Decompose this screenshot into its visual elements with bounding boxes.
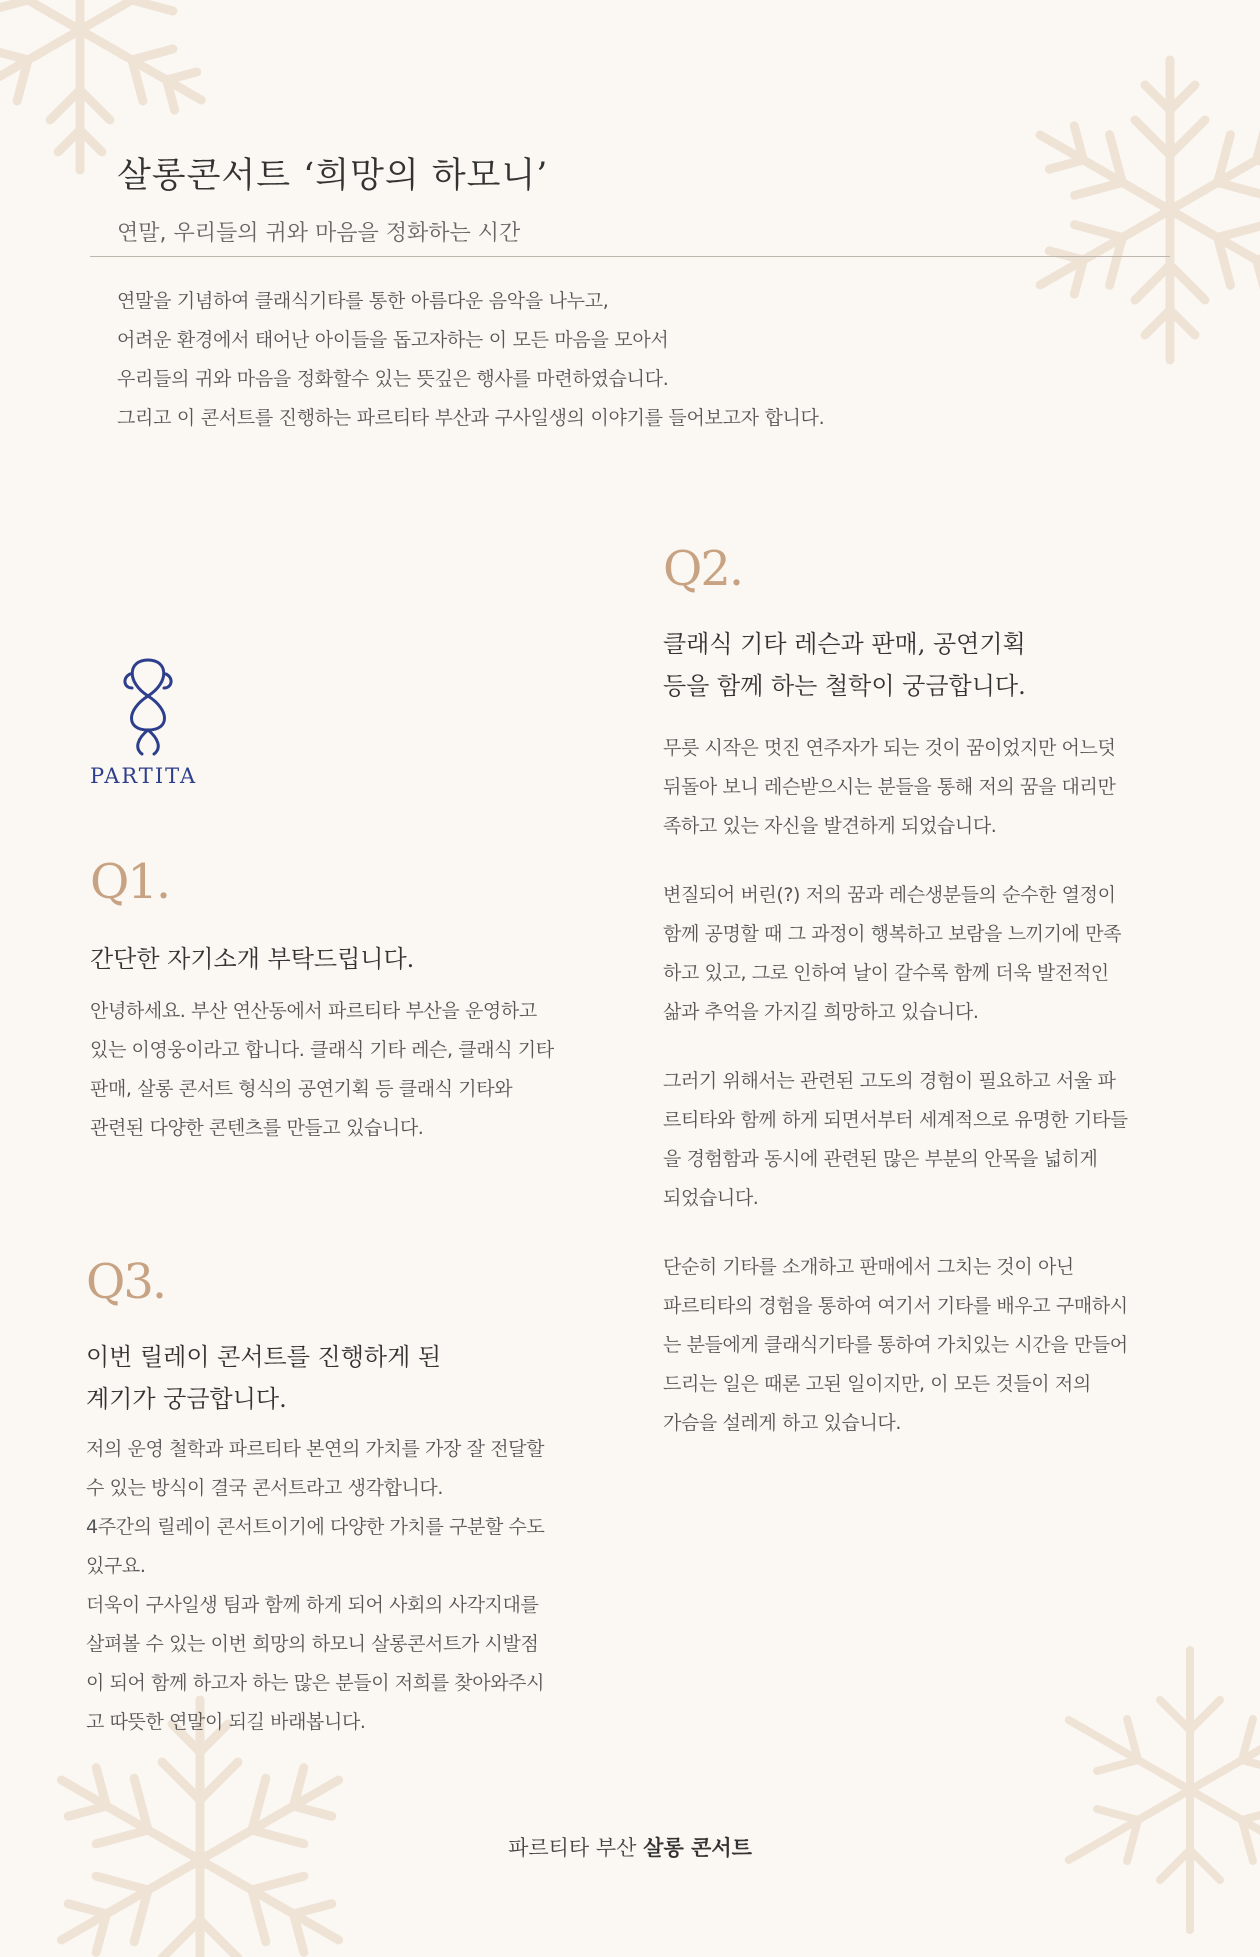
q3-body-line: 수 있는 방식이 결국 콘서트라고 생각합니다.	[86, 1477, 444, 1499]
logo-text: PARTITA	[90, 764, 198, 788]
q2-body-line: 뒤돌아 보니 레슨받으시는 분들을 통해 저의 꿈을 대리만	[663, 776, 1116, 798]
q1-title-line: 간단한 자기소개 부탁드립니다.	[90, 945, 415, 973]
q3-section	[86, 1254, 606, 1742]
q3-body-line: 고 따뜻한 연말이 되길 바래봅니다.	[86, 1711, 366, 1733]
q1-title	[90, 938, 610, 980]
q3-title	[86, 1336, 606, 1420]
q3-body-line: 이 되어 함께 하고자 하는 많은 분들이 저희를 찾아와주시	[86, 1672, 545, 1694]
q3-number: Q3.	[86, 1254, 166, 1310]
q3-title-line: 이번 릴레이 콘서트를 진행하게 된	[86, 1343, 442, 1371]
q1-section	[90, 854, 610, 1148]
footer-bold: 살롱 콘서트	[643, 1836, 752, 1860]
q2-body-line: 하고 있고, 그로 인하여 날이 갈수록 함께 더욱 발전적인	[663, 962, 1109, 984]
intro-text	[117, 282, 1117, 438]
q2-title-line: 등을 함께 하는 철학이 궁금합니다.	[663, 672, 1026, 700]
q2-body-line: 드리는 일은 때론 고된 일이지만, 이 모든 것들이 저의	[663, 1373, 1091, 1395]
q2-body-line: 르티타와 함께 하게 되면서부터 세계적으로 유명한 기타들	[663, 1109, 1128, 1131]
q2-number: Q2.	[663, 541, 743, 597]
q2-body-line: 되었습니다.	[663, 1187, 759, 1209]
snowflake-icon	[1040, 1640, 1260, 1940]
q2-body-line: 가슴을 설레게 하고 있습니다.	[663, 1412, 902, 1434]
intro-line: 그리고 이 콘서트를 진행하는 파르티타 부산과 구사일생의 이야기를 들어보고자 합니다.	[117, 407, 825, 429]
q2-body-line: 족하고 있는 자신을 발견하게 되었습니다.	[663, 815, 997, 837]
q1-body	[90, 992, 610, 1148]
q2-body-line: 을 경험함과 동시에 관련된 많은 부분의 안목을 넓히게	[663, 1148, 1098, 1170]
q2-body-line: 파르티타의 경험을 통하여 여기서 기타를 배우고 구매하시	[663, 1295, 1128, 1317]
q3-body-line: 더욱이 구사일생 팀과 함께 하게 되어 사회의 사각지대를	[86, 1594, 539, 1616]
q2-body-line: 변질되어 버린(?) 저의 꿈과 레슨생분들의 순수한 열정이	[663, 884, 1116, 906]
divider	[90, 256, 1170, 257]
q2-body-line: 는 분들에게 클래식기타를 통하여 가치있는 시간을 만들어	[663, 1334, 1128, 1356]
q1-number: Q1.	[90, 854, 170, 910]
header	[117, 148, 548, 247]
q2-section	[663, 541, 1183, 1443]
page-title: 살롱콘서트 ‘희망의 하모니’	[117, 156, 549, 196]
q2-body-line: 삶과 추억을 가지길 희망하고 있습니다.	[663, 1001, 979, 1023]
q1-body-line: 판매, 살롱 콘서트 형식의 공연기획 등 클래식 기타와	[90, 1078, 513, 1100]
q2-body-line: 그러기 위해서는 관련된 고도의 경험이 필요하고 서울 파	[663, 1070, 1116, 1092]
page-subtitle: 연말, 우리들의 귀와 마음을 정화하는 시간	[117, 221, 521, 246]
intro-line: 연말을 기념하여 클래식기타를 통한 아름다운 음악을 나누고,	[117, 290, 609, 312]
q1-body-line: 관련된 다양한 콘텐츠를 만들고 있습니다.	[90, 1117, 424, 1139]
q3-body-line: 4주간의 릴레이 콘서트이기에 다양한 가치를 구분할 수도	[86, 1516, 545, 1538]
q3-body-line: 살펴볼 수 있는 이번 희망의 하모니 살롱콘서트가 시발점	[86, 1633, 539, 1655]
q3-title-line: 계기가 궁금합니다.	[86, 1385, 287, 1413]
partita-logo	[90, 656, 220, 796]
q2-body-line: 무릇 시작은 멋진 연주자가 되는 것이 꿈이었지만 어느덧	[663, 737, 1116, 759]
intro-line: 우리들의 귀와 마음을 정화할수 있는 뜻깊은 행사를 마련하였습니다.	[117, 368, 669, 390]
intro-line: 어려운 환경에서 태어난 아이들을 돕고자하는 이 모든 마음을 모아서	[117, 329, 669, 351]
q2-body	[663, 729, 1183, 1443]
q1-body-line: 있는 이영웅이라고 합니다. 클래식 기타 레슨, 클래식 기타	[90, 1039, 554, 1061]
q2-body-line: 단순히 기타를 소개하고 판매에서 그치는 것이 아닌	[663, 1256, 1074, 1278]
q2-body-line: 함께 공명할 때 그 과정이 행복하고 보람을 느끼기에 만족	[663, 923, 1122, 945]
partita-logo-icon	[118, 656, 178, 756]
q2-title-line: 클래식 기타 레슨과 판매, 공연기획	[663, 630, 1026, 658]
q3-body-line: 있구요.	[86, 1555, 146, 1577]
q2-title	[663, 623, 1183, 707]
q1-body-line: 안녕하세요. 부산 연산동에서 파르티타 부산을 운영하고	[90, 1000, 537, 1022]
q3-body-line: 저의 운영 철학과 파르티타 본연의 가치를 가장 잘 전달할	[86, 1438, 545, 1460]
q3-body	[86, 1430, 606, 1742]
footer-normal: 파르티타 부산	[508, 1836, 644, 1860]
footer	[0, 1832, 1260, 1862]
